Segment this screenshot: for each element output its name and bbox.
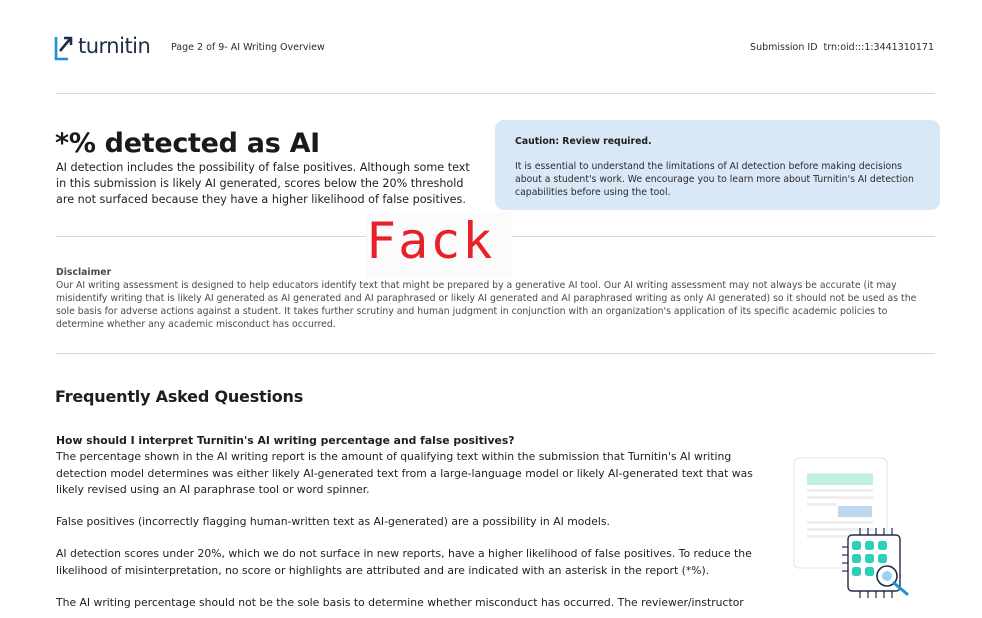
submission-id-value: trn:oid:::1:3441310171: [823, 42, 934, 53]
faq-paragraph: The percentage shown in the AI writing report is the amount of qualifying text within the submission that Turnitin's AI writing detection model determines was either likely AI-generated text from a large-language model or likely AI-generated text that was likely revised using an AI paraphrase tool or word spinner.: [56, 450, 753, 496]
page-label: Page 2 of 9- AI Writing Overview: [171, 42, 325, 53]
submission-id-label: Submission ID: [750, 42, 818, 53]
submission-id: [750, 42, 934, 53]
disclaimer-title: Disclaimer: [56, 267, 112, 278]
faq-paragraph: False positives (incorrectly flagging human-written text as AI-generated) are a possibility in AI models.: [56, 515, 610, 528]
turnitin-logo-icon: [54, 33, 74, 59]
disclaimer-body: Our AI writing assessment is designed to help educators identify text that might be prepared by a generative AI tool. Our AI writing assessment may not always be accurate (it may misidentify writing that is likely AI generated as AI generated and AI paraphrased or likely AI generated and AI paraphrased writing as only AI generated) so it should not be used as the sole basis for adverse actions against a student. It takes further scrutiny and human judgment in conjunction with an organization's application of its specific academic policies to determine whether any academic misconduct has occurred.: [56, 280, 917, 330]
divider: [56, 353, 935, 354]
ai-score-description: AI detection includes the possibility of false positives. Although some text in this submission is likely AI generated, scores below the 20% threshold are not surfaced because they have a higher likelihood of false positives.: [56, 161, 470, 206]
faq-question: How should I interpret Turnitin's AI writing percentage and false positives?: [56, 434, 515, 447]
turnitin-logo: [54, 33, 150, 59]
overlay-stamp-text: Fack: [366, 212, 495, 270]
caution-title: Caution: Review required.: [515, 136, 652, 147]
caution-body: It is essential to understand the limitations of AI detection before making decisions about a student's work. We encourage you to learn more about Turnitin's AI detection capabilities before using the tool.: [515, 161, 914, 198]
ai-score-headline: *% detected as AI: [55, 128, 320, 159]
faq-title: Frequently Asked Questions: [55, 387, 304, 406]
faq-paragraph: AI detection scores under 20%, which we do not surface in new reports, have a higher likelihood of false positives. To reduce the likelihood of misinterpretation, no score or highlights are attributed and are indicated with an asterisk in the report (*%).: [56, 547, 752, 577]
faq-paragraph: The AI writing percentage should not be the sole basis to determine whether misconduct has occurred. The reviewer/instructor: [56, 596, 744, 609]
ai-detection-illustration: [790, 455, 950, 605]
logo-wordmark: turnitin: [78, 34, 151, 58]
caution-box: [495, 120, 940, 210]
divider: [56, 93, 935, 94]
